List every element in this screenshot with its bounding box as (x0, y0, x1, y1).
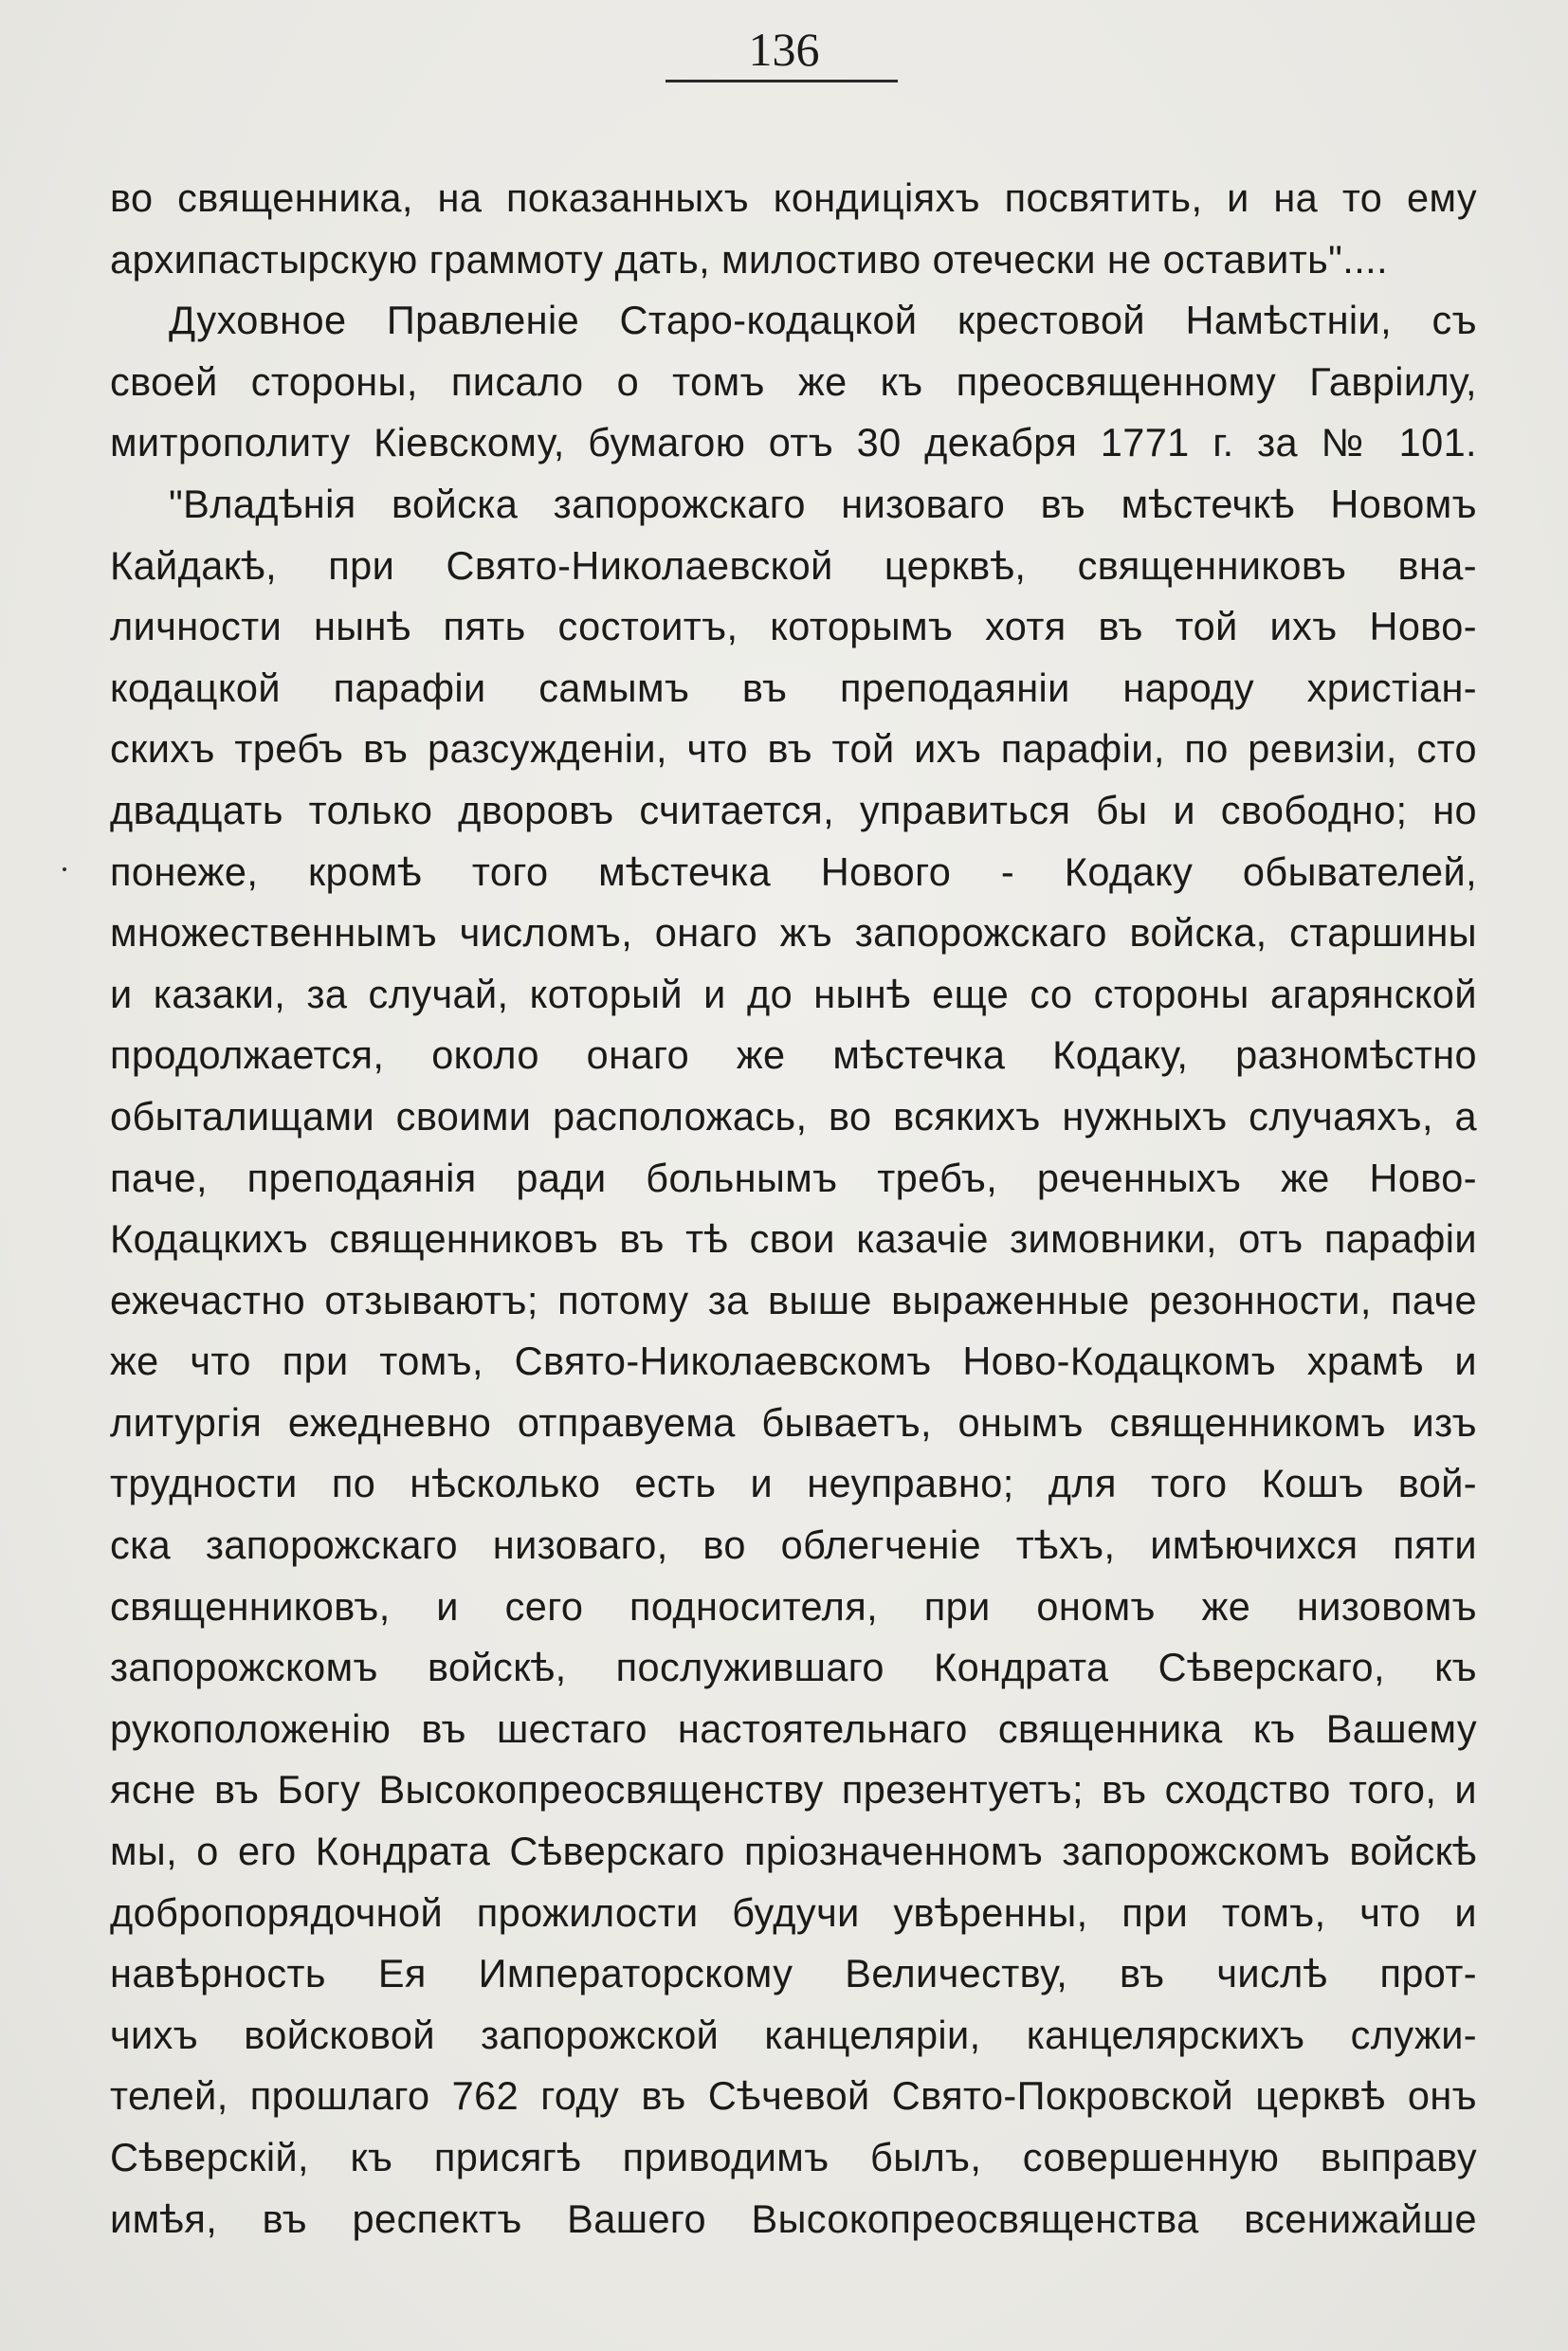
text-line: обыталищами своими расположась, во всякихъ нужныхъ случаяхъ, а (110, 1093, 1477, 1139)
text-line: архипастырскую граммоту дать, милостиво отечески не оставить".... (110, 236, 1389, 282)
text-line: личности нынѣ пять состоитъ, которымъ хотя въ той ихъ Ново- (110, 604, 1477, 649)
text-line: "Владѣнія войска запорожскаго низоваго въ мѣстечкѣ Новомъ (169, 481, 1477, 526)
text-line: запорожскомъ войскѣ, послужившаго Кондрата Сѣверскаго, къ (110, 1645, 1477, 1690)
text-line: и казаки, за случай, который и до нынѣ еще со стороны агарянской (110, 971, 1477, 1016)
text-line: митрополиту Кіевскому, бумагою отъ 30 декабря 1771 г. за № 101. (110, 420, 1477, 465)
page-number: 136 (748, 23, 820, 76)
text-line: множественнымъ числомъ, онаго жъ запорожскаго войска, старшины (110, 910, 1477, 956)
text-line: навѣрность Ея Императорскому Величеству, въ числѣ прот- (110, 1951, 1477, 1996)
text-line: имѣя, въ респектъ Вашего Высокопреосвященства всенижайше (110, 2196, 1477, 2241)
text-line: рукоположенію въ шестаго настоятельнаго священника къ Вашему (110, 1705, 1477, 1751)
text-line: священниковъ, и сего подносителя, при ономъ же низовомъ (110, 1583, 1477, 1629)
text-line: своей стороны, писало о томъ же къ преосвященному Гавріилу, (110, 358, 1477, 404)
text-line: кодацкой парафіи самымъ въ преподаяніи народу христіан- (110, 665, 1477, 710)
margin-dot (63, 867, 66, 871)
body-text (110, 168, 1477, 2250)
text-line: же что при томъ, Свято-Николаевскомъ Ново-Кодацкомъ храмѣ и (110, 1339, 1477, 1384)
text-line: продолжается, около онаго же мѣстечка Кодаку, разномѣстно (110, 1032, 1477, 1078)
text-line: ясне въ Богу Высокопреосвященству презентуетъ; въ сходство того, и (110, 1767, 1477, 1813)
text-line: Сѣверскій, къ присягѣ приводимъ былъ, совершенную выправу (110, 2135, 1477, 2179)
text-line: Кайдакѣ, при Свято-Николаевской церквѣ, священниковъ вна- (110, 542, 1477, 588)
text-line: понеже, кромѣ того мѣстечка Нового - Кодаку обывателей, (110, 848, 1477, 894)
text-line: паче, преподаянія ради больнымъ требъ, реченныхъ же Ново- (110, 1155, 1477, 1200)
text-line: двадцать только дворовъ считается, управиться бы и свободно; но (110, 787, 1477, 832)
text-line: мы, о его Кондрата Сѣверскаго пріозначенномъ запорожскомъ войскѣ (110, 1829, 1477, 1874)
text-line: чихъ войсковой запорожской канцеляріи, канцелярскихъ служи- (110, 2012, 1477, 2057)
text-line: ска запорожскаго низоваго, во облегченіе тѣхъ, имѣючихся пяти (110, 1522, 1477, 1568)
header-rule (665, 80, 898, 82)
text-line: трудности по нѣсколько есть и неуправно; для того Кошъ вой- (110, 1461, 1477, 1506)
text-line: скихъ требъ въ разсужденіи, что въ той ихъ парафіи, по ревизіи, сто (110, 726, 1477, 772)
text-line: литургія ежедневно отправуема бываетъ, онымъ священникомъ изъ (110, 1399, 1477, 1445)
text-line: добропорядочной прожилости будучи увѣренны, при томъ, что и (110, 1889, 1477, 1935)
text-line: Кодацкихъ священниковъ въ тѣ свои казачіе зимовники, отъ парафіи (110, 1216, 1477, 1262)
text-line: ежечастно отзываютъ; потому за выше выраженные резонности, паче (110, 1277, 1477, 1322)
text-line: Духовное Правленіе Старо-кодацкой крестовой Намѣстніи, съ (169, 298, 1477, 343)
text-line: во священника, на показанныхъ кондиціяхъ посвятить, и на то ему (110, 175, 1477, 220)
text-line: телей, прошлаго 762 году въ Сѣчевой Свято-Покровской церквѣ онъ (110, 2073, 1477, 2119)
